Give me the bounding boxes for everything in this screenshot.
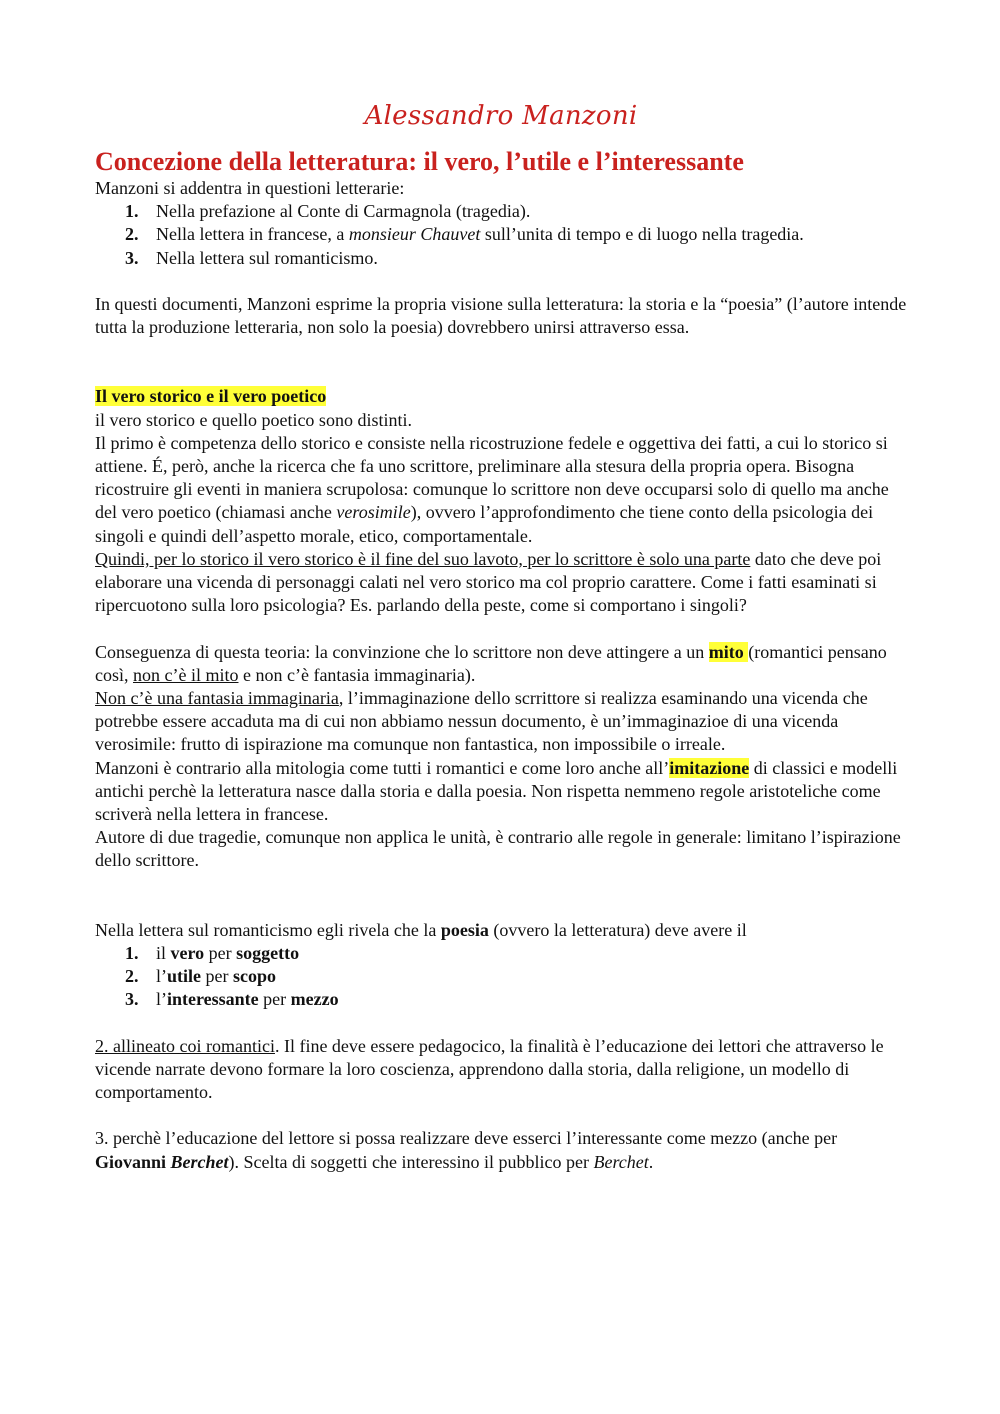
principles-list <box>95 942 907 1012</box>
subheading-vero: Il vero storico e il vero poetico <box>95 386 327 407</box>
list-number: 2. <box>125 966 139 987</box>
list-item: 1. il vero per soggetto <box>95 942 907 965</box>
list-item: 1. Nella prefazione al Conte di Carmagnola (tragedia). <box>95 200 907 223</box>
paragraph: Conseguenza di questa teoria: la convinzione che lo scrittore non deve attingere a un mito (romantici pensano così, non c’è il mito e non c’è fantasia immaginaria). <box>95 641 887 685</box>
list-item: 2. l’utile per scopo <box>95 965 907 988</box>
paragraph: Manzoni è contrario alla mitologia come tutti i romantici e come loro anche all’imitazione di classici e modelli antichi perchè la letteratura nasce dalla storia e dalla poesia. Non rispetta nemmeno regole aristoteliche come scriverà nella lettera in francese. <box>95 757 898 825</box>
section-heading: Concezione della letteratura: il vero, l’utile e l’interessante <box>95 147 744 176</box>
paragraph: Il primo è competenza dello storico e consiste nella ricostruzione fedele e oggettiva dei fatti, a cui lo storico si attiene. É, però, anche la ricerca che fa uno scrittore, preliminare alla stesura della propria opera. Bisogna ricostruire gli eventi in maniera scrupolosa: comunque lo scrittore non deve occuparsi solo di quello ma anche del vero poetico (chiamasi anche verosimile), ovvero l’approfondimento che tiene conto della psicologia dei singoli e quindi dell’aspetto morale, etico, comportamentale. <box>95 432 889 546</box>
documents-list <box>95 200 907 270</box>
paragraph: Nella lettera sul romanticismo egli rivela che la poesia (ovvero la letteratura) deve avere il <box>95 919 747 940</box>
document-page <box>95 95 907 1174</box>
list-number: 3. <box>125 247 139 268</box>
list-number: 1. <box>125 942 139 963</box>
list-number: 1. <box>125 201 139 222</box>
list-item: 3. Nella lettera sul romanticismo. <box>95 247 907 270</box>
intro-line: Manzoni si addentra in questioni letterarie: <box>95 178 405 198</box>
document-title: Alessandro Manzoni <box>364 101 638 131</box>
list-number: 3. <box>125 989 139 1010</box>
paragraph: 3. perchè l’educazione del lettore si possa realizzare deve esserci l’interessante come mezzo (anche per Giovanni Berchet). Scelta di soggetti che interessino il pubblico per Berchet. <box>95 1128 838 1172</box>
list-item: 3. l’interessante per mezzo <box>95 988 907 1011</box>
list-item: 2. Nella lettera in francese, a monsieur Chauvet sull’unita di tempo e di luogo nella tragedia. <box>95 223 907 246</box>
paragraph: Autore di due tragedie, comunque non applica le unità, è contrario alle regole in generale: limitano l’ispirazione dello scrittore. <box>95 827 901 871</box>
paragraph: 2. allineato coi romantici. Il fine deve essere pedagocico, la finalità è l’educazione dei lettori che attraverso le vicende narrate devono formare la loro coscienza, apprendono dalla storia, dalla religione, un modello di comportamento. <box>95 1035 884 1103</box>
paragraph: il vero storico e quello poetico sono distinti. <box>95 409 412 430</box>
list-number: 2. <box>125 224 139 245</box>
paragraph: Quindi, per lo storico il vero storico è il fine del suo lavoto, per lo scrittore è solo una parte dato che deve poi elaborare una vicenda di personaggi calati nel vero storico ma col proprio carattere. Come i fatti esaminati si ripercuotono sulla loro psicologia? Es. parlando della peste, come si comportano i singoli? <box>95 548 882 616</box>
paragraph: Non c’è una fantasia immaginaria, l’immaginazione dello scrrittore si realizza esaminando una vicenda che potrebbe essere accaduta ma di cui non abbiamo nessun documento, è un’immaginazioe di una vicenda verosimile: frutto di ispirazione ma comunque non fantastica, non impossibile o irreale. <box>95 688 868 755</box>
docs-paragraph: In questi documenti, Manzoni esprime la propria visione sulla letteratura: la storia e la “poesia” (l’autore intende tutta la produzione letteraria, non solo la poesia) dovrebbero unirsi attraverso essa. <box>95 294 907 338</box>
